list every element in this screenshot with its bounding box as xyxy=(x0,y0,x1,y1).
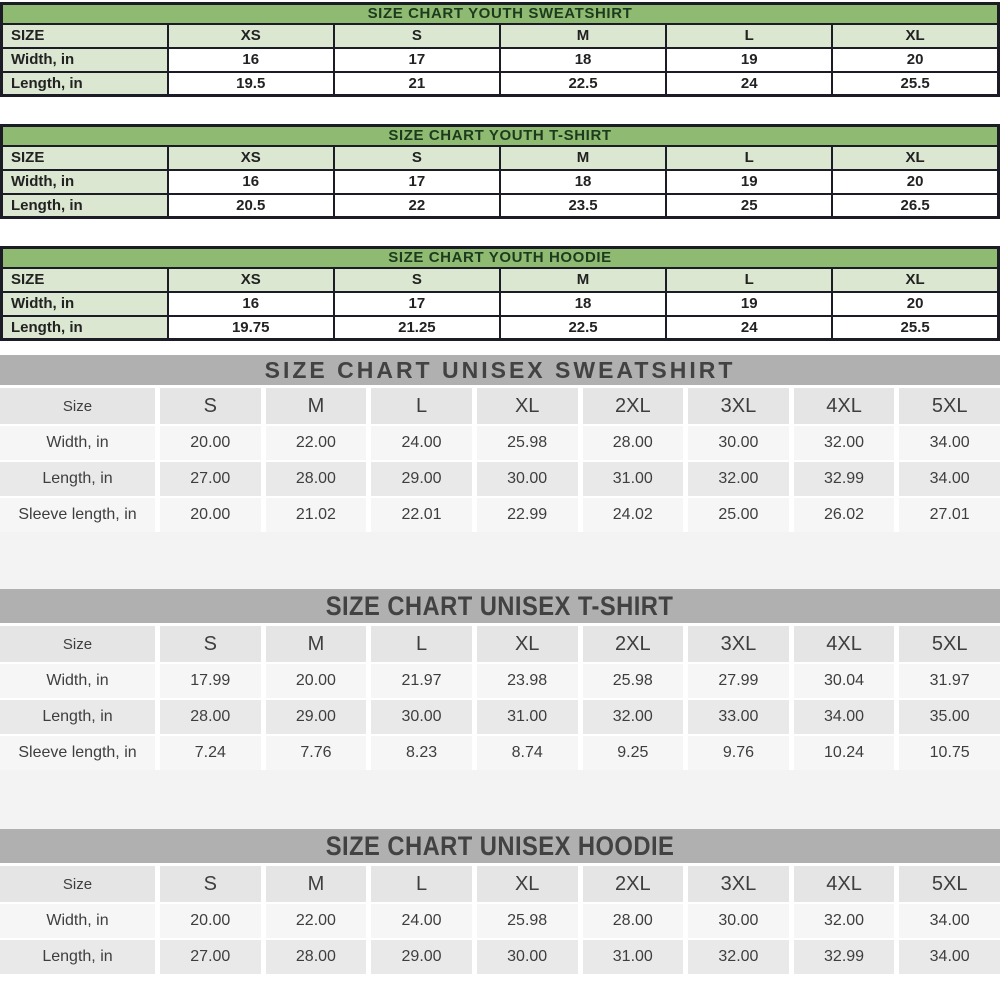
measurement-value-cell: 20 xyxy=(832,48,998,72)
measurement-value-cell: 32.00 xyxy=(794,426,895,460)
measurement-value-cell: 25.98 xyxy=(477,426,578,460)
measurement-value-cell: 8.74 xyxy=(477,736,578,770)
table-title: SIZE CHART YOUTH SWEATSHIRT xyxy=(2,4,999,24)
measurement-value-cell: 22.00 xyxy=(266,426,367,460)
size-header-cell: XS xyxy=(168,24,334,48)
measurement-value-cell: 35.00 xyxy=(899,700,1000,734)
measurement-value-cell: 34.00 xyxy=(899,940,1000,974)
measurement-label: Width, in xyxy=(2,292,168,316)
size-header-cell: L xyxy=(666,268,832,292)
measurement-label: Sleeve length, in xyxy=(0,498,155,532)
measurement-label: Width, in xyxy=(0,426,155,460)
measurement-value-cell: 20 xyxy=(832,292,998,316)
measurement-value-cell: 27.00 xyxy=(160,462,261,496)
measurement-label: Length, in xyxy=(2,194,168,218)
measurement-row xyxy=(2,48,999,72)
size-header-cell: 5XL xyxy=(899,866,1000,902)
measurement-value-cell: 20 xyxy=(832,170,998,194)
measurement-value-cell: 29.00 xyxy=(371,940,472,974)
size-header-cell: 3XL xyxy=(688,388,789,424)
table-title-bar xyxy=(0,829,1000,863)
measurement-value-cell: 34.00 xyxy=(794,700,895,734)
measurement-value-cell: 24.02 xyxy=(583,498,684,532)
measurement-value-cell: 7.76 xyxy=(266,736,367,770)
measurement-label: Width, in xyxy=(2,48,168,72)
size-header-cell: M xyxy=(500,268,666,292)
measurement-value-cell: 29.00 xyxy=(266,700,367,734)
size-header-cell: M xyxy=(266,388,367,424)
size-header-row xyxy=(2,268,999,292)
measurement-value-cell: 27.99 xyxy=(688,664,789,698)
table-title: SIZE CHART UNISEX HOODIE xyxy=(325,830,675,861)
section-spacer xyxy=(0,532,1000,589)
size-grid xyxy=(0,866,1000,974)
size-chart-unisex-hoodie-table xyxy=(0,829,1000,974)
measurement-value-cell: 25.98 xyxy=(583,664,684,698)
measurement-value-cell: 30.00 xyxy=(688,904,789,938)
measurement-value-cell: 25 xyxy=(666,194,832,218)
measurement-value-cell: 20.00 xyxy=(160,904,261,938)
measurement-value-cell: 25.5 xyxy=(832,72,998,96)
table-title: SIZE CHART UNISEX SWEATSHIRT xyxy=(264,356,736,383)
measurement-value-cell: 22.5 xyxy=(500,72,666,96)
size-header-cell: 3XL xyxy=(688,626,789,662)
size-header-cell: XL xyxy=(477,388,578,424)
size-header-cell: XS xyxy=(168,146,334,170)
measurement-value-cell: 33.00 xyxy=(688,700,789,734)
size-header-cell: L xyxy=(666,24,832,48)
measurement-label: Length, in xyxy=(2,72,168,96)
measurement-label: Width, in xyxy=(0,904,155,938)
measurement-value-cell: 17 xyxy=(334,170,500,194)
measurement-row xyxy=(2,292,999,316)
measurement-value-cell: 34.00 xyxy=(899,904,1000,938)
measurement-value-cell: 29.00 xyxy=(371,462,472,496)
size-header-cell: L xyxy=(371,626,472,662)
size-header-cell: XL xyxy=(832,268,998,292)
measurement-row xyxy=(2,72,999,96)
measurement-value-cell: 18 xyxy=(500,48,666,72)
measurement-value-cell: 27.00 xyxy=(160,940,261,974)
measurement-value-cell: 34.00 xyxy=(899,462,1000,496)
measurement-value-cell: 30.00 xyxy=(688,426,789,460)
measurement-value-cell: 30.00 xyxy=(477,462,578,496)
measurement-value-cell: 19.75 xyxy=(168,316,334,340)
size-chart-youth-t-shirt-table xyxy=(0,124,1000,219)
size-header-cell: M xyxy=(500,146,666,170)
measurement-value-cell: 28.00 xyxy=(160,700,261,734)
measurement-row xyxy=(2,194,999,218)
measurement-value-cell: 28.00 xyxy=(583,426,684,460)
size-header-cell: XL xyxy=(832,146,998,170)
measurement-value-cell: 20.5 xyxy=(168,194,334,218)
size-header-cell: M xyxy=(500,24,666,48)
measurement-value-cell: 23.5 xyxy=(500,194,666,218)
measurement-value-cell: 28.00 xyxy=(266,462,367,496)
size-header-cell: L xyxy=(371,866,472,902)
size-header-cell: XL xyxy=(832,24,998,48)
measurement-value-cell: 19.5 xyxy=(168,72,334,96)
size-column-label: SIZE xyxy=(2,24,168,48)
measurement-value-cell: 24 xyxy=(666,72,832,96)
measurement-value-cell: 19 xyxy=(666,292,832,316)
measurement-value-cell: 25.98 xyxy=(477,904,578,938)
measurement-value-cell: 18 xyxy=(500,170,666,194)
measurement-value-cell: 28.00 xyxy=(266,940,367,974)
measurement-value-cell: 16 xyxy=(168,292,334,316)
measurement-value-cell: 32.99 xyxy=(794,940,895,974)
measurement-value-cell: 34.00 xyxy=(899,426,1000,460)
size-header-cell: S xyxy=(334,146,500,170)
measurement-row xyxy=(2,170,999,194)
measurement-value-cell: 31.00 xyxy=(583,940,684,974)
measurement-value-cell: 31.00 xyxy=(477,700,578,734)
measurement-value-cell: 26.02 xyxy=(794,498,895,532)
measurement-value-cell: 21 xyxy=(334,72,500,96)
size-header-cell: XL xyxy=(477,866,578,902)
measurement-value-cell: 32.99 xyxy=(794,462,895,496)
size-chart-youth-hoodie-table xyxy=(0,246,1000,341)
measurement-value-cell: 25.00 xyxy=(688,498,789,532)
measurement-value-cell: 30.04 xyxy=(794,664,895,698)
measurement-label: Sleeve length, in xyxy=(0,736,155,770)
size-header-cell: XL xyxy=(477,626,578,662)
measurement-value-cell: 20.00 xyxy=(160,498,261,532)
size-column-label: Size xyxy=(0,388,155,424)
size-grid xyxy=(0,626,1000,770)
measurement-value-cell: 32.00 xyxy=(688,462,789,496)
size-column-label: SIZE xyxy=(2,146,168,170)
size-header-cell: S xyxy=(160,388,261,424)
measurement-value-cell: 22.99 xyxy=(477,498,578,532)
size-chart-unisex-sweatshirt-table xyxy=(0,355,1000,532)
measurement-value-cell: 17 xyxy=(334,292,500,316)
measurement-value-cell: 28.00 xyxy=(583,904,684,938)
unisex-size-charts-section xyxy=(0,355,1000,974)
measurement-value-cell: 21.25 xyxy=(334,316,500,340)
measurement-value-cell: 20.00 xyxy=(160,426,261,460)
measurement-value-cell: 22.00 xyxy=(266,904,367,938)
table-title-bar xyxy=(0,355,1000,385)
measurement-value-cell: 9.76 xyxy=(688,736,789,770)
size-header-cell: 3XL xyxy=(688,866,789,902)
size-column-label: SIZE xyxy=(2,268,168,292)
measurement-value-cell: 31.97 xyxy=(899,664,1000,698)
measurement-value-cell: 16 xyxy=(168,170,334,194)
size-header-row xyxy=(2,146,999,170)
measurement-label: Width, in xyxy=(0,664,155,698)
measurement-value-cell: 25.5 xyxy=(832,316,998,340)
size-header-cell: L xyxy=(371,388,472,424)
measurement-value-cell: 22.01 xyxy=(371,498,472,532)
measurement-value-cell: 24 xyxy=(666,316,832,340)
measurement-value-cell: 32.00 xyxy=(583,700,684,734)
measurement-value-cell: 18 xyxy=(500,292,666,316)
measurement-value-cell: 22 xyxy=(334,194,500,218)
size-header-cell: 2XL xyxy=(583,626,684,662)
youth-size-charts-section xyxy=(0,0,1000,341)
table-title: SIZE CHART YOUTH T-SHIRT xyxy=(2,126,999,146)
size-header-cell: S xyxy=(334,24,500,48)
size-header-cell: XS xyxy=(168,268,334,292)
measurement-label: Length, in xyxy=(0,462,155,496)
measurement-value-cell: 24.00 xyxy=(371,426,472,460)
size-header-cell: 4XL xyxy=(794,866,895,902)
measurement-value-cell: 10.24 xyxy=(794,736,895,770)
measurement-value-cell: 31.00 xyxy=(583,462,684,496)
measurement-value-cell: 23.98 xyxy=(477,664,578,698)
size-header-cell: 2XL xyxy=(583,388,684,424)
measurement-value-cell: 27.01 xyxy=(899,498,1000,532)
measurement-label: Length, in xyxy=(2,316,168,340)
measurement-row xyxy=(2,316,999,340)
size-header-cell: S xyxy=(334,268,500,292)
measurement-value-cell: 22.5 xyxy=(500,316,666,340)
size-header-cell: S xyxy=(160,866,261,902)
table-title-bar xyxy=(0,589,1000,623)
measurement-label: Length, in xyxy=(0,700,155,734)
measurement-value-cell: 26.5 xyxy=(832,194,998,218)
table-title: SIZE CHART UNISEX T-SHIRT xyxy=(326,590,674,621)
section-spacer xyxy=(0,770,1000,829)
size-header-cell: 5XL xyxy=(899,388,1000,424)
measurement-value-cell: 24.00 xyxy=(371,904,472,938)
measurement-value-cell: 19 xyxy=(666,170,832,194)
size-header-cell: M xyxy=(266,866,367,902)
size-header-row xyxy=(2,24,999,48)
measurement-value-cell: 9.25 xyxy=(583,736,684,770)
measurement-value-cell: 19 xyxy=(666,48,832,72)
measurement-value-cell: 17 xyxy=(334,48,500,72)
size-header-cell: L xyxy=(666,146,832,170)
measurement-value-cell: 21.02 xyxy=(266,498,367,532)
measurement-value-cell: 20.00 xyxy=(266,664,367,698)
measurement-value-cell: 10.75 xyxy=(899,736,1000,770)
measurement-value-cell: 16 xyxy=(168,48,334,72)
size-header-cell: 4XL xyxy=(794,388,895,424)
size-header-cell: S xyxy=(160,626,261,662)
table-title-row xyxy=(2,4,999,24)
measurement-value-cell: 7.24 xyxy=(160,736,261,770)
table-title-row xyxy=(2,248,999,268)
size-header-cell: 2XL xyxy=(583,866,684,902)
size-header-cell: M xyxy=(266,626,367,662)
measurement-value-cell: 21.97 xyxy=(371,664,472,698)
measurement-value-cell: 30.00 xyxy=(477,940,578,974)
size-header-cell: 5XL xyxy=(899,626,1000,662)
size-column-label: Size xyxy=(0,626,155,662)
measurement-value-cell: 30.00 xyxy=(371,700,472,734)
size-chart-unisex-t-shirt-table xyxy=(0,589,1000,770)
table-title: SIZE CHART YOUTH HOODIE xyxy=(2,248,999,268)
measurement-label: Length, in xyxy=(0,940,155,974)
size-column-label: Size xyxy=(0,866,155,902)
size-header-cell: 4XL xyxy=(794,626,895,662)
measurement-value-cell: 32.00 xyxy=(794,904,895,938)
size-grid xyxy=(0,388,1000,532)
table-title-row xyxy=(2,126,999,146)
measurement-value-cell: 32.00 xyxy=(688,940,789,974)
size-chart-youth-sweatshirt-table xyxy=(0,2,1000,97)
measurement-value-cell: 17.99 xyxy=(160,664,261,698)
measurement-value-cell: 8.23 xyxy=(371,736,472,770)
measurement-label: Width, in xyxy=(2,170,168,194)
